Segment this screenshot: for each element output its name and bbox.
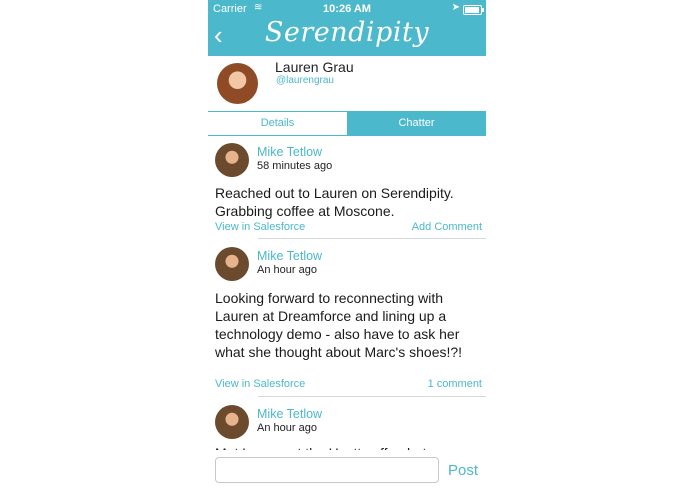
list-item [208,140,486,240]
comment-composer [208,450,486,494]
list-item [208,244,486,398]
divider [258,238,486,239]
carrier-label: Carrier [213,3,247,15]
post-time: An hour ago [257,264,317,276]
phone-screen [208,0,486,494]
location-arrow-icon: ➤ [451,2,460,13]
post-author[interactable]: Mike Tetlow [257,407,323,421]
post-body: Reached out to Lauren on Serendipity. Grabbing coffee at Moscone. [215,185,454,219]
avatar [215,405,249,439]
post-author[interactable]: Mike Tetlow [257,249,323,263]
profile-name: Lauren Grau [275,59,354,75]
post-body: Looking forward to reconnecting with Lauren at Dreamforce and lining up a technology demo - also have to ask her what she thought about Marc's shoes!?! [215,290,463,360]
clock: 10:26 AM [323,3,371,15]
avatar [215,247,249,281]
divider [258,396,486,397]
post-time: 58 minutes ago [257,160,333,172]
post-author[interactable]: Mike Tetlow [257,145,323,159]
tab-bar [208,111,486,136]
app-title: Serendipity [264,17,430,48]
tab-details[interactable]: Details [208,112,347,135]
view-in-salesforce-link[interactable]: View in Salesforce [215,378,306,390]
navigation-bar [208,0,486,56]
post-time: An hour ago [257,422,317,434]
wifi-icon: ≋ [254,2,263,13]
view-in-salesforce-link[interactable]: View in Salesforce [215,221,306,233]
avatar [217,63,258,104]
chevron-left-icon[interactable]: ‹ [214,20,223,50]
status-bar [208,0,486,18]
add-comment-link[interactable]: Add Comment [411,221,482,233]
avatar [215,143,249,177]
profile-handle[interactable]: @laurengrau [276,75,334,86]
battery-icon [463,5,482,15]
post-button[interactable]: Post [448,462,479,479]
tab-chatter[interactable]: Chatter [347,112,486,135]
comments-count-link[interactable]: 1 comment [427,378,482,390]
profile-header [208,56,486,111]
post-input[interactable] [215,457,439,483]
